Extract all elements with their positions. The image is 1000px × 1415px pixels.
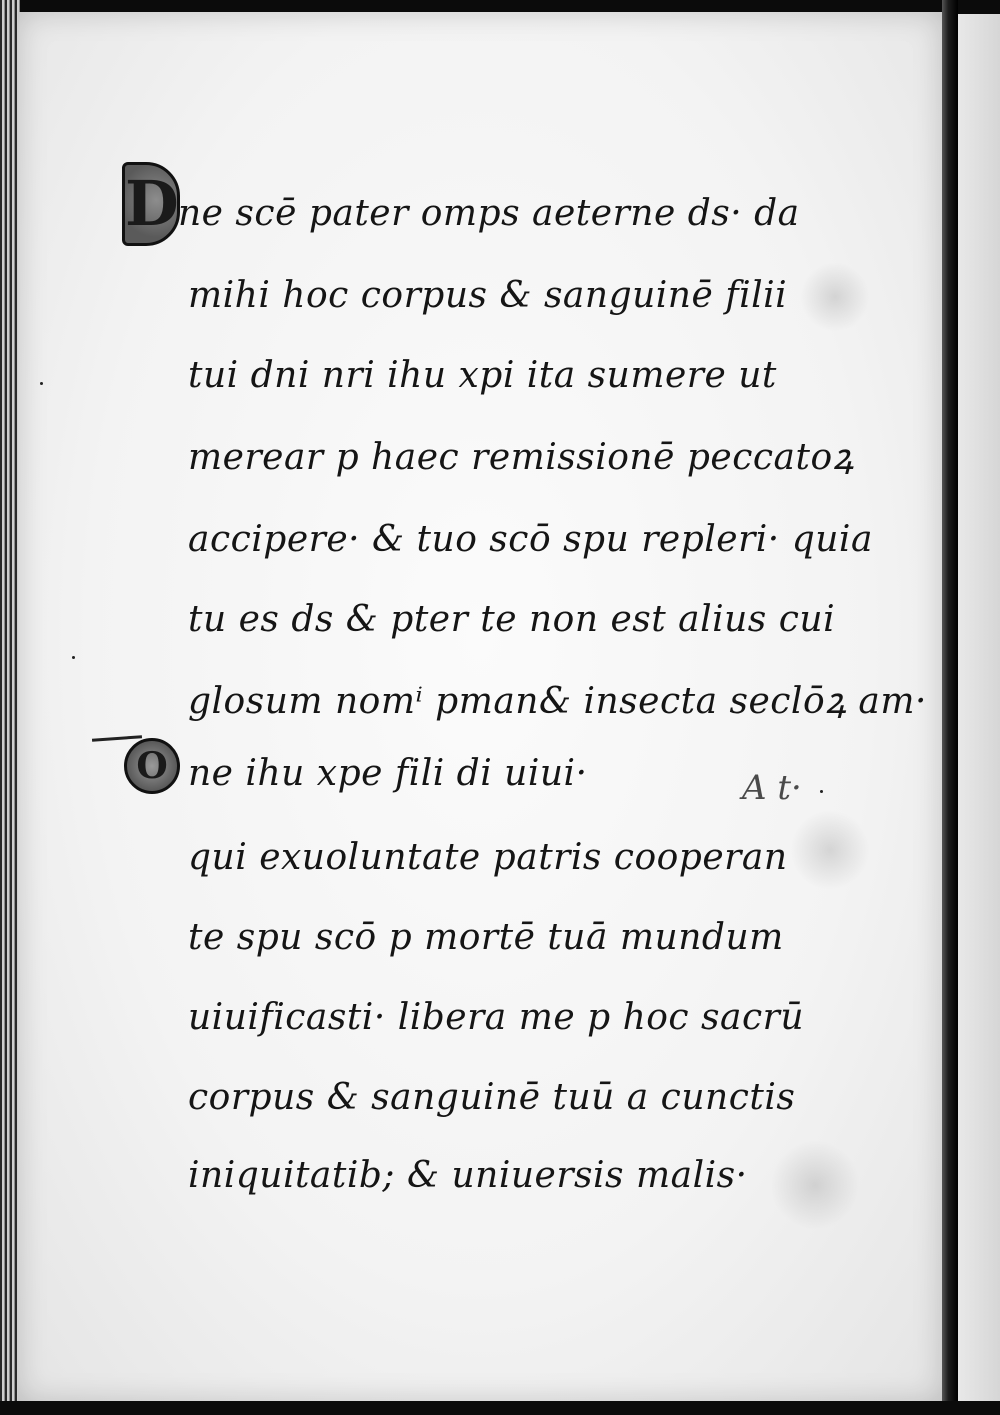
text-line-9: qui exuoluntate patris cooperan	[188, 837, 788, 878]
book-page-edges	[0, 0, 20, 1415]
ink-speck	[40, 382, 43, 385]
text-line-3: tui dni nri ihu xpi ita sumere ut	[188, 355, 777, 396]
text-line-2: mihi hoc corpus & sanguinē filii	[188, 275, 788, 316]
ink-speck	[72, 656, 75, 659]
text-line-11: uiuificasti· libera me p hoc sacrū	[188, 997, 805, 1038]
text-line-12: corpus & sanguinē tuū a cunctis	[188, 1077, 796, 1118]
text-line-4: merear p haec remissionē peccatoꝝ	[188, 437, 854, 478]
decorated-initial-d: D	[122, 162, 180, 246]
text-line-1: ne scē pater omps aeterne ds· da	[178, 193, 800, 234]
text-line-8: ne ihu xpe fili di uiui·	[188, 753, 588, 794]
text-line-7: glosum nomⁱ pman& insecta seclōꝝ am·	[188, 681, 927, 722]
text-line-13: iniquitatib; & uniuersis malis·	[188, 1155, 748, 1196]
bottom-scan-border	[0, 1401, 1000, 1415]
text-line-6: tu es ds & pter te non est alius cui	[188, 599, 836, 640]
marginal-note: A t·	[742, 768, 802, 808]
text-line-10: te spu scō p mortē tuā mundum	[188, 917, 784, 958]
adjacent-leaf-edge	[958, 14, 1000, 1402]
text-line-5: accipere· & tuo scō spu repleri· quia	[188, 519, 873, 560]
binding-gutter	[942, 0, 958, 1415]
decorated-initial-o: O	[124, 738, 180, 794]
